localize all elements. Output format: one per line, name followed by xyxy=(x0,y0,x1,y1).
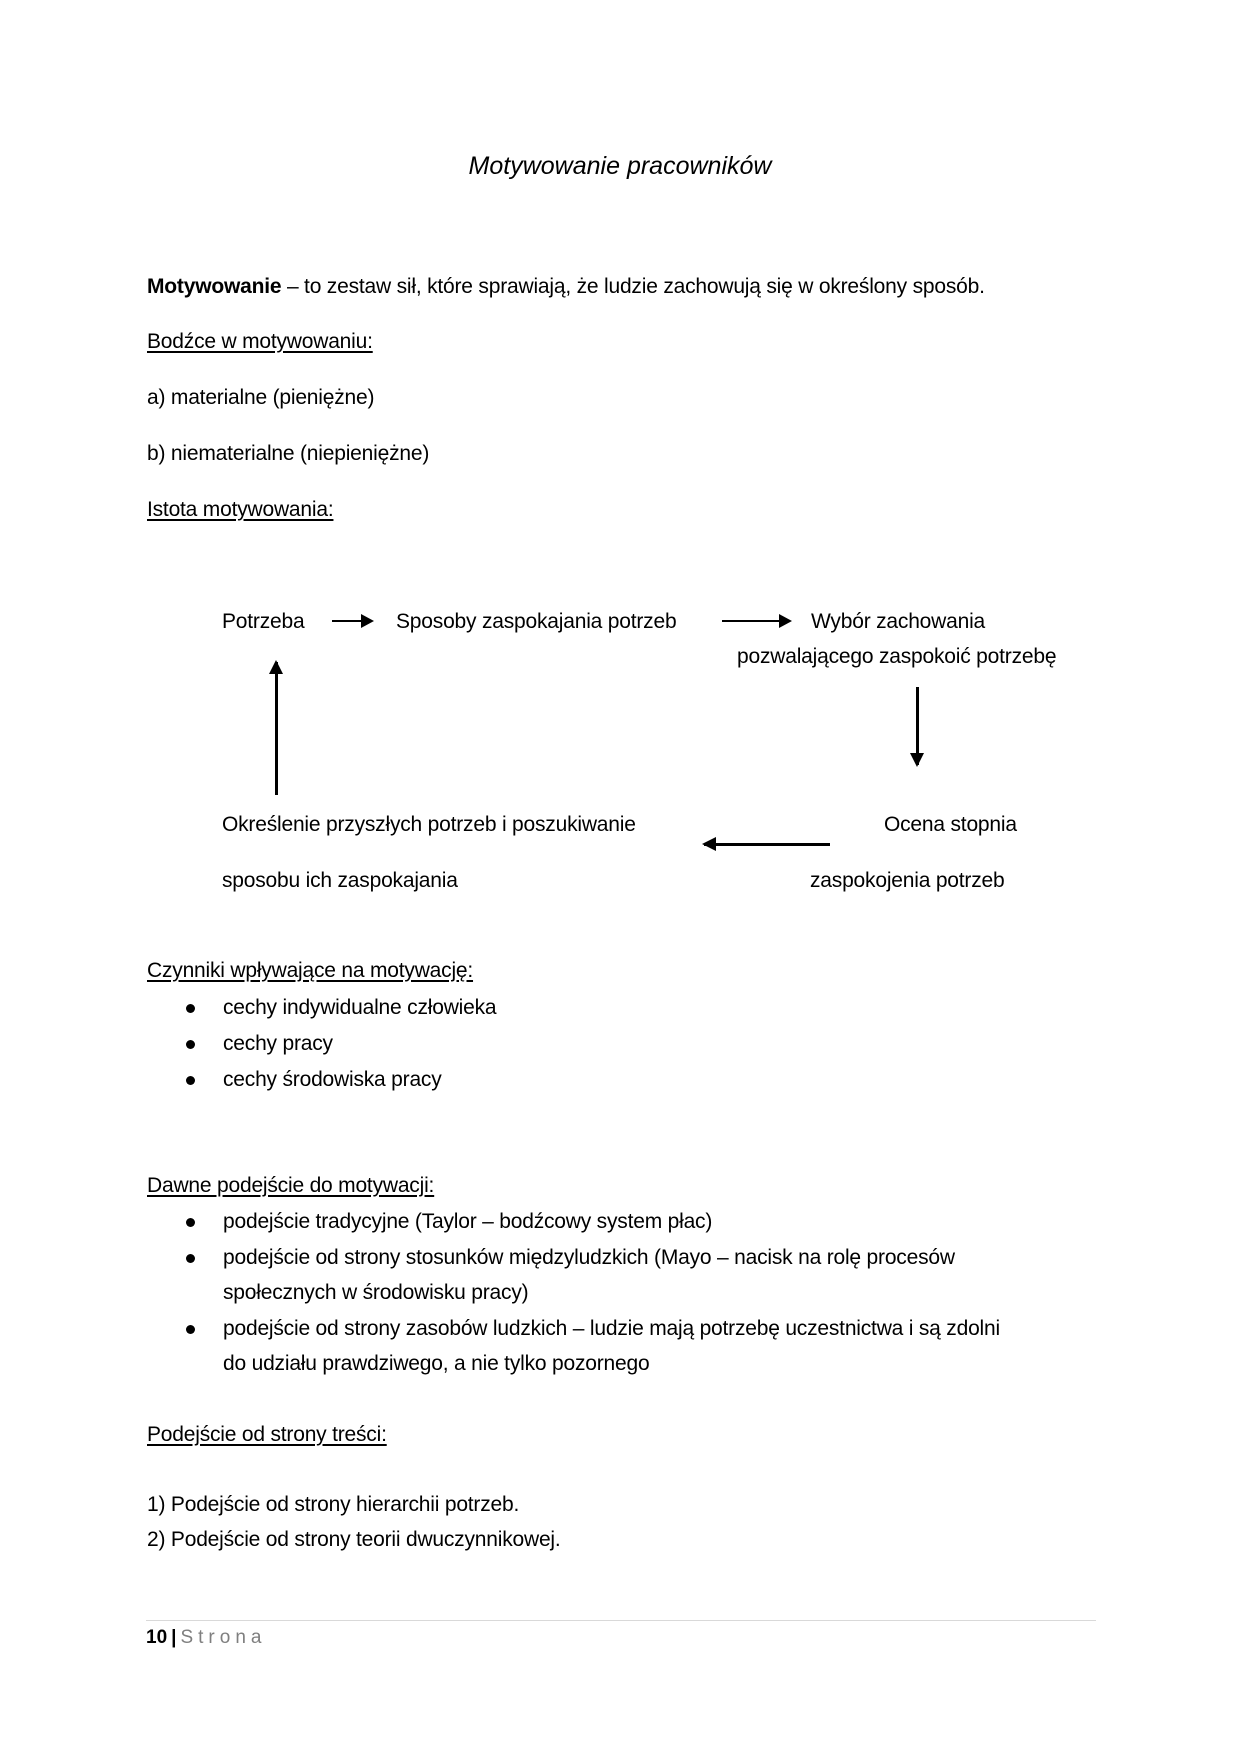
old-approach-item: podejście od strony zasobów ludzkich – ludzie mają potrzebę uczestnictwa i są zdolni xyxy=(223,1317,1000,1340)
diagram-node-future-line2: sposobu ich zaspokajania xyxy=(222,869,458,892)
footer-separator: | xyxy=(171,1627,177,1648)
essence-heading: Istota motywowania: xyxy=(147,498,334,521)
arrow-left-icon xyxy=(704,843,830,846)
bullet-icon xyxy=(186,1004,195,1013)
page-title: Motywowanie pracowników xyxy=(468,152,772,180)
diagram-node-assessment-line1: Ocena stopnia xyxy=(884,813,1017,836)
definition-paragraph xyxy=(147,274,985,300)
arrow-down-icon xyxy=(916,687,919,765)
arrow-right-icon xyxy=(332,620,372,622)
factors-item: cechy środowiska pracy xyxy=(223,1068,442,1091)
factors-item: cechy pracy xyxy=(223,1032,333,1055)
content-approach-item: 2) Podejście od strony teorii dwuczynnikowej. xyxy=(147,1528,561,1551)
diagram-node-ways: Sposoby zaspokajania potrzeb xyxy=(396,610,677,633)
content-approach-heading: Podejście od strony treści: xyxy=(147,1423,387,1446)
old-approach-item-continuation: społecznych w środowisku pracy) xyxy=(223,1281,529,1304)
bullet-icon xyxy=(186,1076,195,1085)
old-approaches-heading: Dawne podejście do motywacji: xyxy=(147,1174,435,1197)
old-approach-item: podejście od strony stosunków międzyludzkich (Mayo – nacisk na rolę procesów xyxy=(223,1246,955,1269)
old-approach-item-continuation: do udziału prawdziwego, a nie tylko pozornego xyxy=(223,1352,650,1375)
definition-text: – to zestaw sił, które sprawiają, że ludzie zachowują się w określony sposób. xyxy=(281,275,985,298)
arrow-up-icon xyxy=(275,662,278,795)
diagram-node-assessment-line2: zaspokojenia potrzeb xyxy=(810,869,1005,892)
definition-term: Motywowanie xyxy=(147,275,282,298)
content-approach-item: 1) Podejście od strony hierarchii potrzeb. xyxy=(147,1493,520,1516)
bullet-icon xyxy=(186,1325,195,1334)
footer-divider xyxy=(146,1620,1096,1621)
factors-item: cechy indywidualne człowieka xyxy=(223,996,497,1019)
arrow-right-icon xyxy=(722,620,790,622)
bullet-icon xyxy=(186,1040,195,1049)
bullet-icon xyxy=(186,1218,195,1227)
footer-label: Strona xyxy=(180,1627,267,1648)
stimuli-item-a: a) materialne (pieniężne) xyxy=(147,386,375,409)
diagram-node-future-line1: Określenie przyszłych potrzeb i poszukiwanie xyxy=(222,813,636,836)
bullet-icon xyxy=(186,1254,195,1263)
diagram-node-need: Potrzeba xyxy=(222,610,305,633)
page-number: 10 xyxy=(146,1627,168,1648)
diagram-node-choice-line2: pozwalającego zaspokoić potrzebę xyxy=(737,645,1057,668)
factors-heading: Czynniki wpływające na motywację: xyxy=(147,959,474,982)
old-approach-item: podejście tradycyjne (Taylor – bodźcowy system płac) xyxy=(223,1210,713,1233)
stimuli-item-b: b) niematerialne (niepieniężne) xyxy=(147,442,430,465)
stimuli-heading: Bodźce w motywowaniu: xyxy=(147,330,373,353)
diagram-node-choice-line1: Wybór zachowania xyxy=(811,610,986,633)
page-footer xyxy=(146,1626,266,1650)
